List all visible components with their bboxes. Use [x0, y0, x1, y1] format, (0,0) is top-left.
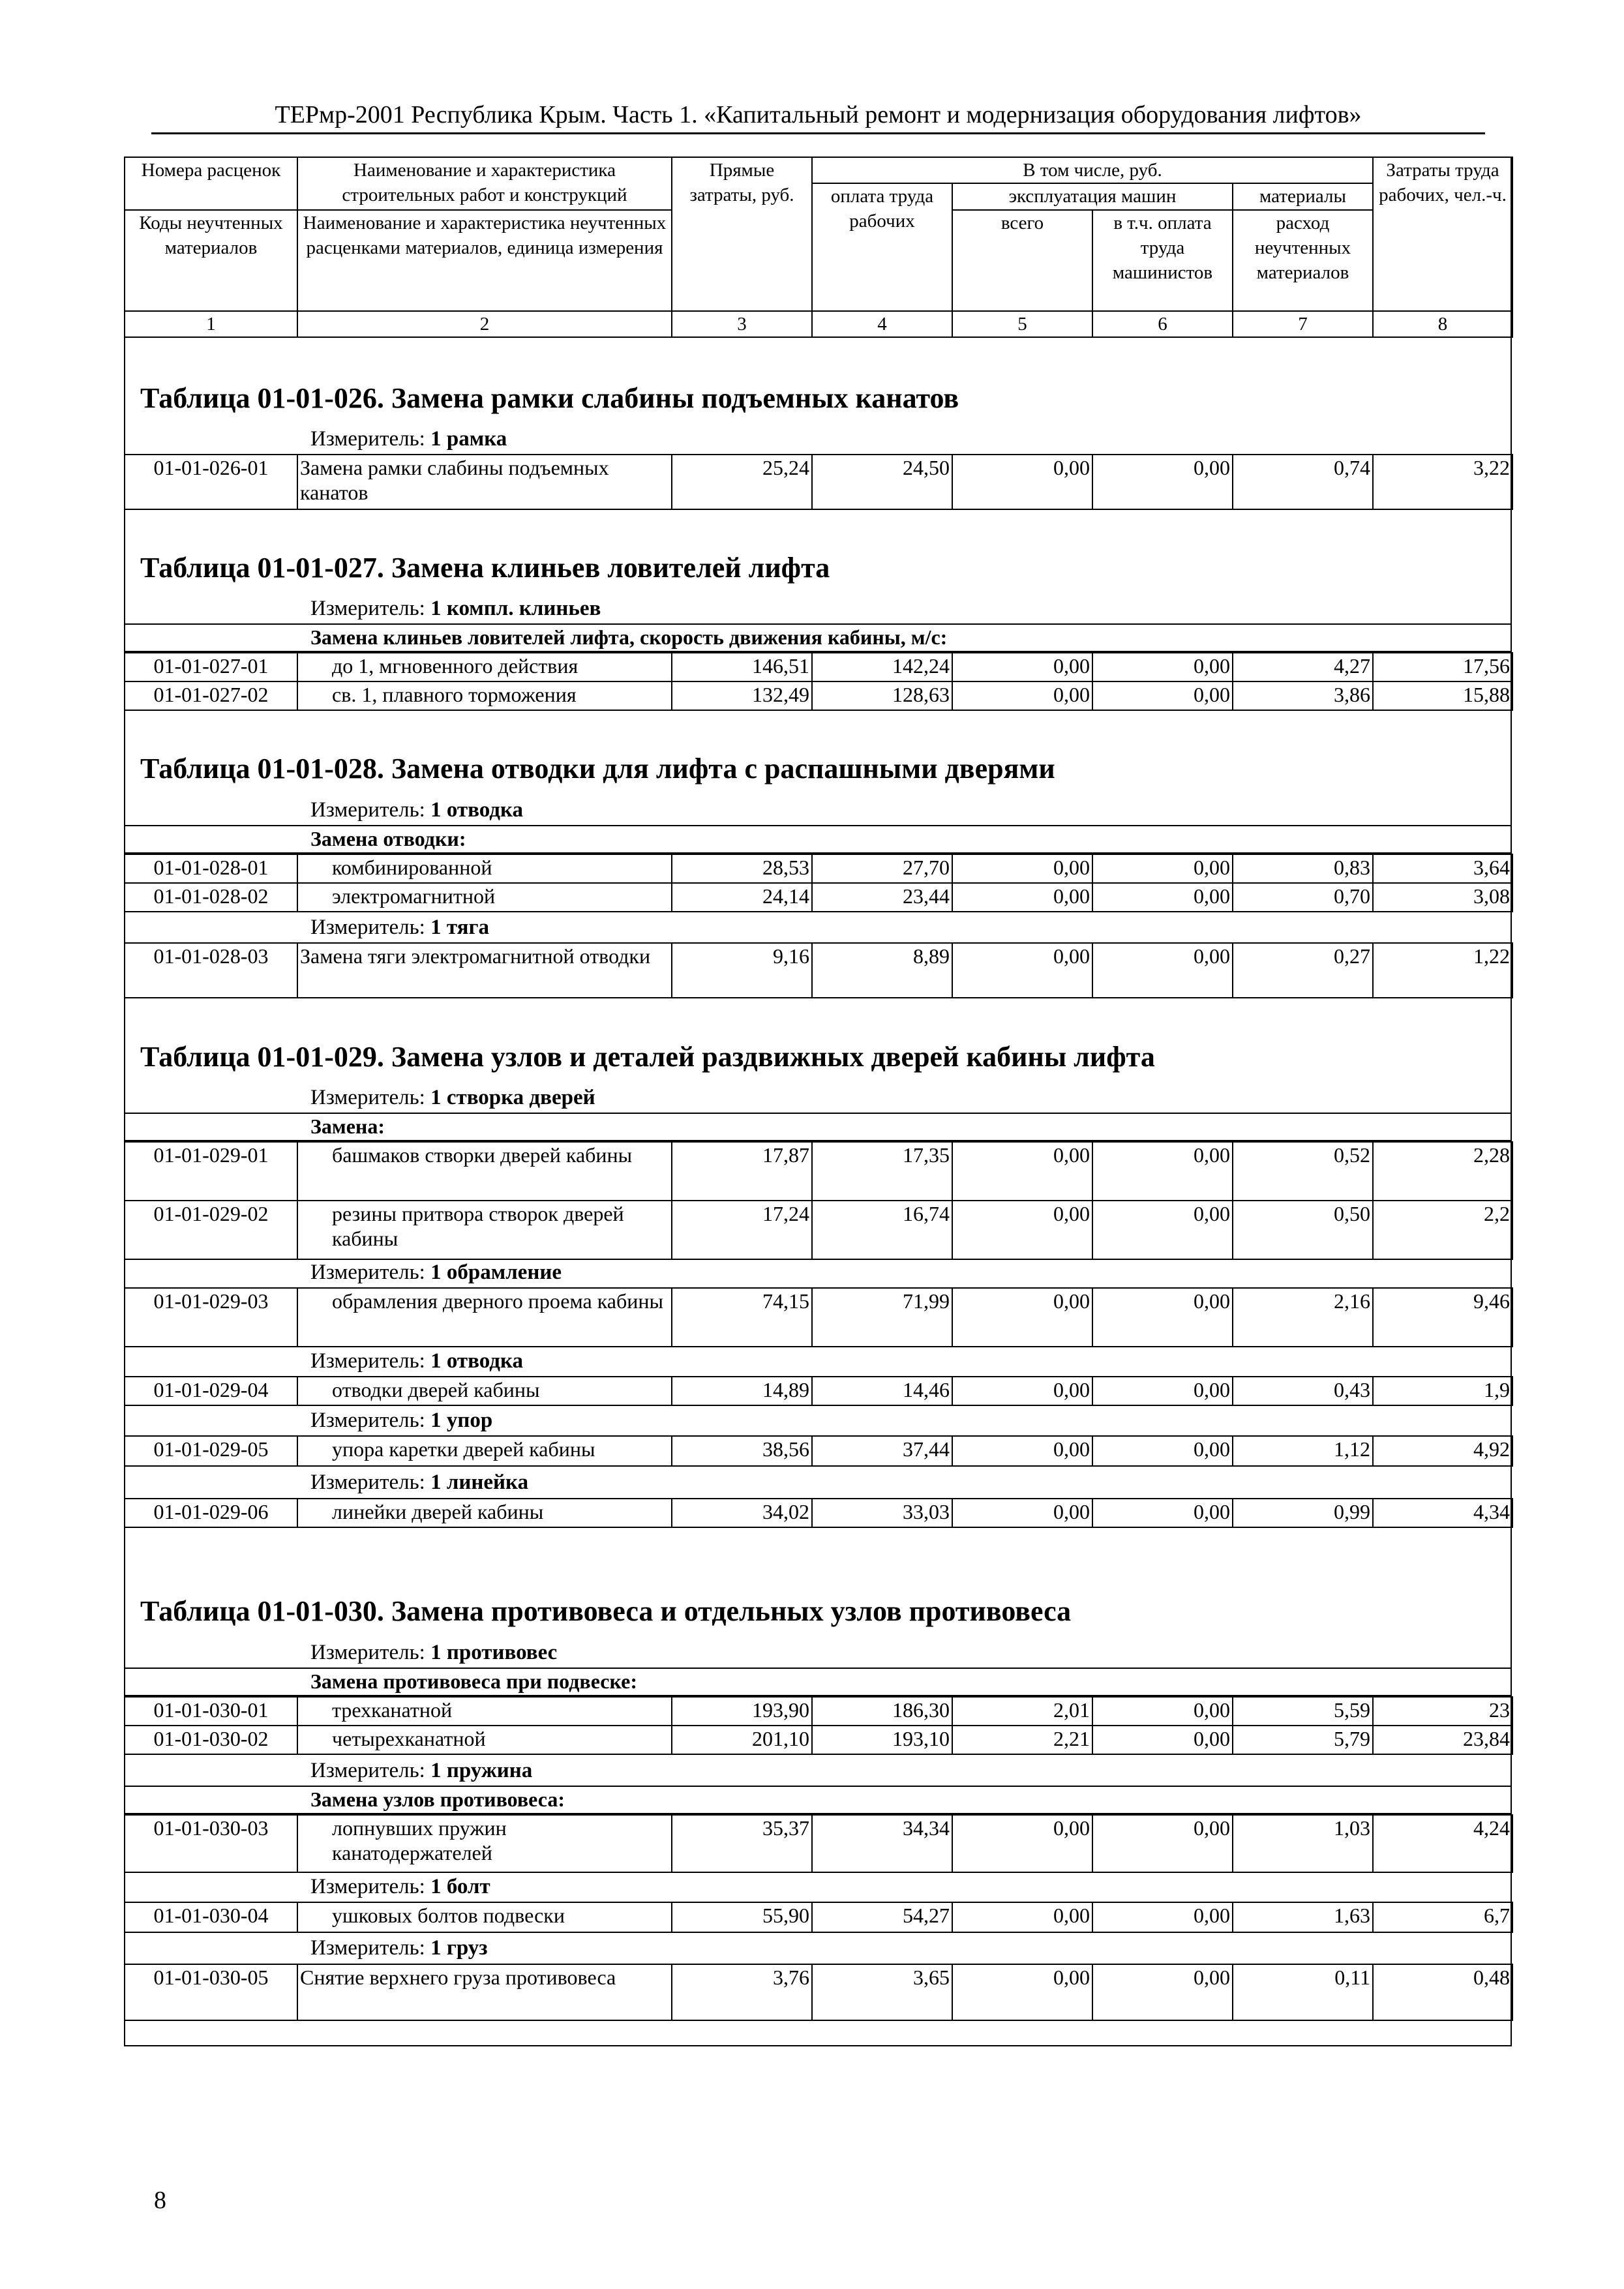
rate-name: св. 1, плавного торможения — [297, 681, 672, 710]
col6-header: в т.ч. оплата труда машинистов — [1092, 210, 1233, 311]
rate-code: 01-01-029-05 — [125, 1436, 297, 1466]
operators-labor: 0,00 — [1092, 1902, 1233, 1932]
rate-code: 01-01-027-01 — [125, 653, 297, 681]
col8-header: Затраты труда рабочих, чел.-ч. — [1373, 157, 1512, 311]
materials-cost: 0,43 — [1233, 1377, 1373, 1405]
col-number: 2 — [297, 311, 672, 337]
measure-line: Измеритель: 1 отводка — [310, 798, 523, 822]
measure-line: Измеритель: 1 обрамление — [310, 1261, 562, 1284]
rates-table — [124, 454, 1513, 510]
machines-total: 0,00 — [952, 943, 1092, 998]
machines-total: 0,00 — [952, 681, 1092, 710]
rate-name: резины притвора створок дверей кабины — [297, 1201, 672, 1259]
rates-table — [124, 1141, 1513, 1260]
rates-table — [124, 1376, 1513, 1406]
labor-hours: 4,34 — [1373, 1499, 1512, 1527]
rate-name: Снятие верхнего груза противовеса — [297, 1964, 672, 2020]
materials-cost: 0,50 — [1233, 1201, 1373, 1259]
col-number: 8 — [1373, 311, 1512, 337]
col2-bottom-header: Наименование и характеристика неучтенных расценками материалов, единица измерения — [297, 210, 672, 311]
materials-cost: 0,70 — [1233, 883, 1373, 912]
rate-name: Замена рамки слабины подъемных канатов — [297, 455, 672, 509]
table-row — [125, 1377, 1512, 1405]
labor-cost: 23,44 — [812, 883, 952, 912]
rates-table — [124, 1964, 1513, 2021]
rate-code: 01-01-026-01 — [125, 455, 297, 509]
labor-hours: 4,24 — [1373, 1815, 1512, 1872]
direct-cost: 55,90 — [672, 1902, 812, 1932]
col1-top-header: Номера расценок — [125, 157, 297, 210]
table-row — [125, 1201, 1512, 1259]
rate-code: 01-01-029-03 — [125, 1288, 297, 1347]
materials-cost: 5,59 — [1233, 1697, 1373, 1726]
machines-total: 0,00 — [952, 455, 1092, 509]
labor-hours: 23,84 — [1373, 1726, 1512, 1754]
rate-code: 01-01-030-05 — [125, 1964, 297, 2020]
labor-cost: 186,30 — [812, 1697, 952, 1726]
labor-hours: 15,88 — [1373, 681, 1512, 710]
measure-line: Измеритель: 1 компл. клиньев — [310, 597, 601, 620]
rate-name: обрамления дверного проема кабины — [297, 1288, 672, 1347]
rate-name: башмаков створки дверей кабины — [297, 1142, 672, 1201]
materials-cost: 1,63 — [1233, 1902, 1373, 1932]
measure-line: Измеритель: 1 противовес — [310, 1641, 558, 1664]
labor-cost: 34,34 — [812, 1815, 952, 1872]
rate-code: 01-01-027-02 — [125, 681, 297, 710]
section-title: Таблица 01-01-029. Замена узлов и деталей раздвижных дверей кабины лифта — [140, 1041, 1155, 1073]
operators-labor: 0,00 — [1092, 653, 1233, 681]
table-row — [125, 1726, 1512, 1754]
operators-labor: 0,00 — [1092, 1726, 1233, 1754]
table-row — [125, 854, 1512, 883]
rates-table — [124, 1435, 1513, 1467]
table-row — [125, 1697, 1512, 1726]
rate-code: 01-01-029-02 — [125, 1201, 297, 1259]
labor-hours: 3,08 — [1373, 883, 1512, 912]
table-row — [125, 883, 1512, 912]
rates-table — [124, 652, 1513, 711]
labor-hours: 1,9 — [1373, 1377, 1512, 1405]
machines-total: 0,00 — [952, 1499, 1092, 1527]
materials-cost: 5,79 — [1233, 1726, 1373, 1754]
labor-hours: 2,2 — [1373, 1201, 1512, 1259]
table-row — [125, 1815, 1512, 1872]
rate-name: Замена тяги электромагнитной отводки — [297, 943, 672, 998]
group-heading: Замена клиньев ловителей лифта, скорость движения кабины, м/с: — [124, 623, 1512, 652]
rate-code: 01-01-028-01 — [125, 854, 297, 883]
machines-total: 0,00 — [952, 1964, 1092, 2020]
materials-cost: 2,16 — [1233, 1288, 1373, 1347]
rates-table — [124, 1696, 1513, 1755]
materials-cost: 0,74 — [1233, 455, 1373, 509]
labor-cost: 37,44 — [812, 1436, 952, 1466]
operators-labor: 0,00 — [1092, 681, 1233, 710]
group-heading: Замена: — [124, 1113, 1512, 1141]
measure-line: Измеритель: 1 болт — [310, 1875, 490, 1898]
rate-code: 01-01-029-01 — [125, 1142, 297, 1201]
direct-cost: 17,24 — [672, 1201, 812, 1259]
rates-table — [124, 854, 1513, 912]
rate-code: 01-01-028-03 — [125, 943, 297, 998]
measure-line: Измеритель: 1 тяга — [310, 916, 489, 939]
labor-hours: 2,28 — [1373, 1142, 1512, 1201]
table-row — [125, 1436, 1512, 1466]
materials-cost: 3,86 — [1233, 681, 1373, 710]
direct-cost: 34,02 — [672, 1499, 812, 1527]
machines-header: эксплуатация машин — [952, 183, 1233, 210]
direct-cost: 132,49 — [672, 681, 812, 710]
labor-hours: 6,7 — [1373, 1902, 1512, 1932]
col-number: 1 — [125, 311, 297, 337]
labor-cost: 33,03 — [812, 1499, 952, 1527]
machines-total: 0,00 — [952, 1288, 1092, 1347]
measure-line: Измеритель: 1 отводка — [310, 1349, 523, 1373]
column-header-table — [124, 157, 1513, 338]
materials-cost: 0,99 — [1233, 1499, 1373, 1527]
rate-name: комбинированной — [297, 854, 672, 883]
operators-labor: 0,00 — [1092, 1201, 1233, 1259]
machines-total: 0,00 — [952, 883, 1092, 912]
rate-code: 01-01-030-03 — [125, 1815, 297, 1872]
rate-name: упора каретки дверей кабины — [297, 1436, 672, 1466]
machines-total: 0,00 — [952, 854, 1092, 883]
table-row — [125, 653, 1512, 681]
rate-name: электромагнитной — [297, 883, 672, 912]
machines-total: 0,00 — [952, 653, 1092, 681]
direct-cost: 24,14 — [672, 883, 812, 912]
col4-header: оплата труда рабочих — [812, 183, 952, 311]
machines-total: 0,00 — [952, 1201, 1092, 1259]
labor-hours: 9,46 — [1373, 1288, 1512, 1347]
col1-bottom-header: Коды неучтенных материалов — [125, 210, 297, 311]
labor-cost: 14,46 — [812, 1377, 952, 1405]
labor-cost: 54,27 — [812, 1902, 952, 1932]
col-number: 3 — [672, 311, 812, 337]
rate-name: отводки дверей кабины — [297, 1377, 672, 1405]
operators-labor: 0,00 — [1092, 1815, 1233, 1872]
table-row — [125, 1964, 1512, 2020]
col3-header: Прямые затраты, руб. — [672, 157, 812, 311]
rates-table — [124, 1287, 1513, 1347]
measure-line: Измеритель: 1 рамка — [310, 427, 507, 451]
rate-code: 01-01-029-06 — [125, 1499, 297, 1527]
rate-code: 01-01-030-04 — [125, 1902, 297, 1932]
materials-cost: 1,12 — [1233, 1436, 1373, 1466]
group-heading: Замена отводки: — [124, 825, 1512, 854]
section-title: Таблица 01-01-030. Замена противовеса и отдельных узлов противовеса — [140, 1595, 1072, 1627]
rate-code: 01-01-029-04 — [125, 1377, 297, 1405]
rates-table — [124, 942, 1513, 998]
rate-name: до 1, мгновенного действия — [297, 653, 672, 681]
labor-hours: 3,64 — [1373, 854, 1512, 883]
direct-cost: 17,87 — [672, 1142, 812, 1201]
table-row — [125, 455, 1512, 509]
operators-labor: 0,00 — [1092, 1377, 1233, 1405]
section-title: Таблица 01-01-027. Замена клиньев ловителей лифта — [140, 552, 830, 584]
operators-labor: 0,00 — [1092, 854, 1233, 883]
rate-name: лопнувших пружин канатодержателей — [297, 1815, 672, 1872]
group-heading: Замена противовеса при подвеске: — [124, 1668, 1512, 1696]
rate-code: 01-01-030-01 — [125, 1697, 297, 1726]
rates-table — [124, 1902, 1513, 1933]
machines-total: 0,00 — [952, 1377, 1092, 1405]
labor-hours: 4,92 — [1373, 1436, 1512, 1466]
measure-line: Измеритель: 1 упор — [310, 1409, 493, 1432]
materials-cost: 0,83 — [1233, 854, 1373, 883]
materials-cost: 0,27 — [1233, 943, 1373, 998]
direct-cost: 146,51 — [672, 653, 812, 681]
page-header: ТЕРмр-2001 Республика Крым. Часть 1. «Капитальный ремонт и модернизация оборудования лифтов» — [151, 98, 1485, 134]
machines-total: 0,00 — [952, 1142, 1092, 1201]
table-row — [125, 1499, 1512, 1527]
col-number: 6 — [1092, 311, 1233, 337]
operators-labor: 0,00 — [1092, 1142, 1233, 1201]
rates-table — [124, 1498, 1513, 1528]
labor-hours: 1,22 — [1373, 943, 1512, 998]
table-row — [125, 1288, 1512, 1347]
materials-cost: 1,03 — [1233, 1815, 1373, 1872]
col-number: 4 — [812, 311, 952, 337]
table-row — [125, 1902, 1512, 1932]
measure-line: Измеритель: 1 груз — [310, 1936, 488, 1960]
rate-name: четырехканатной — [297, 1726, 672, 1754]
materials-header: материалы — [1233, 183, 1373, 210]
measure-line: Измеритель: 1 пружина — [310, 1759, 533, 1782]
machines-total: 0,00 — [952, 1902, 1092, 1932]
col7-header: расход неучтенных материалов — [1233, 210, 1373, 311]
rate-name: линейки дверей кабины — [297, 1499, 672, 1527]
direct-cost: 74,15 — [672, 1288, 812, 1347]
direct-cost: 25,24 — [672, 455, 812, 509]
materials-cost: 0,52 — [1233, 1142, 1373, 1201]
rates-table — [124, 1814, 1513, 1873]
col5-header: всего — [952, 210, 1092, 311]
machines-total: 0,00 — [952, 1815, 1092, 1872]
group-heading: Замена узлов противовеса: — [124, 1786, 1512, 1814]
labor-cost: 24,50 — [812, 455, 952, 509]
labor-cost: 8,89 — [812, 943, 952, 998]
materials-cost: 4,27 — [1233, 653, 1373, 681]
section-title: Таблица 01-01-026. Замена рамки слабины подъемных канатов — [140, 382, 959, 414]
measure-line: Измеритель: 1 створка дверей — [310, 1086, 595, 1109]
operators-labor: 0,00 — [1092, 883, 1233, 912]
measure-line: Измеритель: 1 линейка — [310, 1471, 529, 1494]
col-number: 7 — [1233, 311, 1373, 337]
machines-total: 0,00 — [952, 1436, 1092, 1466]
operators-labor: 0,00 — [1092, 455, 1233, 509]
operators-labor: 0,00 — [1092, 943, 1233, 998]
direct-cost: 9,16 — [672, 943, 812, 998]
labor-hours: 17,56 — [1373, 653, 1512, 681]
operators-labor: 0,00 — [1092, 1964, 1233, 2020]
table-row — [125, 681, 1512, 710]
machines-total: 2,01 — [952, 1697, 1092, 1726]
direct-cost: 14,89 — [672, 1377, 812, 1405]
labor-cost: 71,99 — [812, 1288, 952, 1347]
labor-cost: 17,35 — [812, 1142, 952, 1201]
rate-name: ушковых болтов подвески — [297, 1902, 672, 1932]
operators-labor: 0,00 — [1092, 1288, 1233, 1347]
labor-hours: 23 — [1373, 1697, 1512, 1726]
col2-top-header: Наименование и характеристика строительных работ и конструкций — [297, 157, 672, 210]
table-row — [125, 1142, 1512, 1201]
col-number: 5 — [952, 311, 1092, 337]
labor-cost: 3,65 — [812, 1964, 952, 2020]
direct-cost: 3,76 — [672, 1964, 812, 2020]
page-number: 8 — [154, 2187, 166, 2214]
materials-cost: 0,11 — [1233, 1964, 1373, 2020]
operators-labor: 0,00 — [1092, 1436, 1233, 1466]
labor-cost: 193,10 — [812, 1726, 952, 1754]
operators-labor: 0,00 — [1092, 1697, 1233, 1726]
included-header: В том числе, руб. — [812, 157, 1373, 183]
rate-name: трехканатной — [297, 1697, 672, 1726]
labor-cost: 128,63 — [812, 681, 952, 710]
labor-hours: 3,22 — [1373, 455, 1512, 509]
direct-cost: 193,90 — [672, 1697, 812, 1726]
section-title: Таблица 01-01-028. Замена отводки для лифта с распашными дверями — [140, 753, 1055, 785]
labor-cost: 27,70 — [812, 854, 952, 883]
direct-cost: 201,10 — [672, 1726, 812, 1754]
machines-total: 2,21 — [952, 1726, 1092, 1754]
direct-cost: 38,56 — [672, 1436, 812, 1466]
labor-hours: 0,48 — [1373, 1964, 1512, 2020]
labor-cost: 142,24 — [812, 653, 952, 681]
direct-cost: 35,37 — [672, 1815, 812, 1872]
rate-code: 01-01-030-02 — [125, 1726, 297, 1754]
operators-labor: 0,00 — [1092, 1499, 1233, 1527]
table-row — [125, 943, 1512, 998]
direct-cost: 28,53 — [672, 854, 812, 883]
labor-cost: 16,74 — [812, 1201, 952, 1259]
rate-code: 01-01-028-02 — [125, 883, 297, 912]
